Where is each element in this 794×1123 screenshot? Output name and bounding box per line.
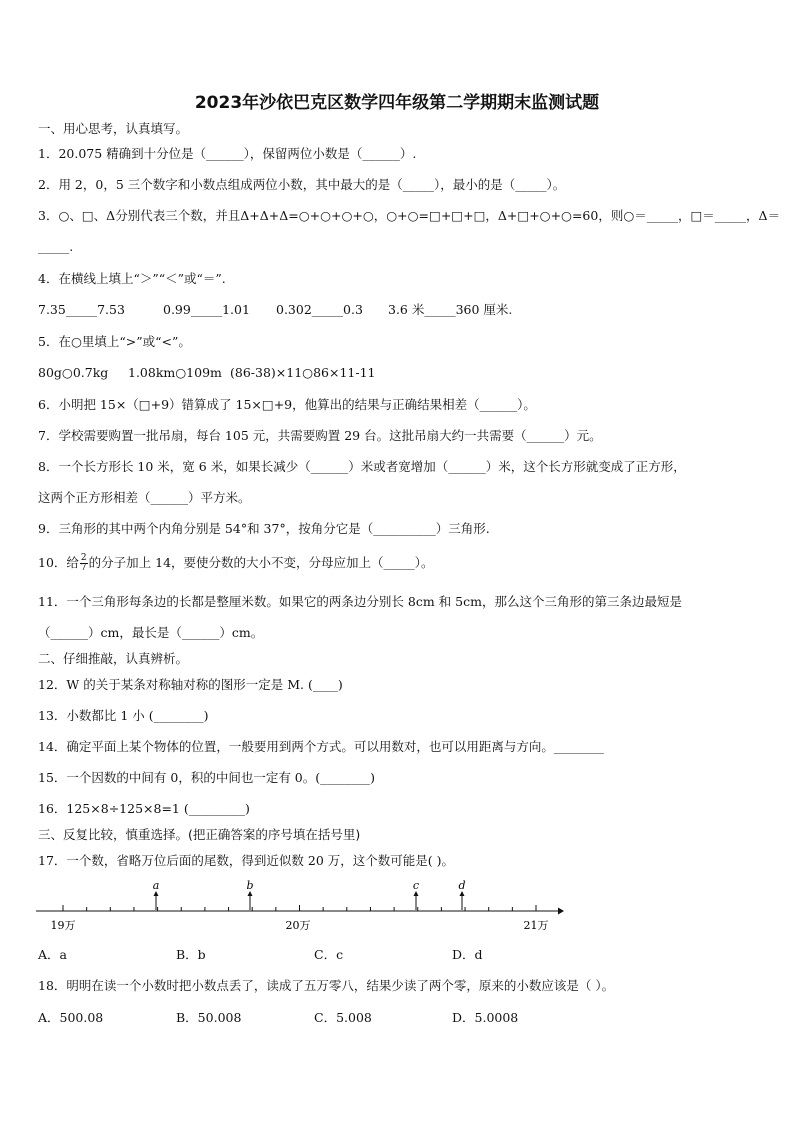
question-14: 14．确定平面上某个物体的位置，一般要用到两个方式。可以用数对，也可以用距离与方向。________ <box>38 739 604 754</box>
question-11-continued: （______）cm，最长是（______）cm。 <box>38 625 264 640</box>
question-7: 7．学校需要购置一批吊扇，每台 105 元，共需要购置 29 台。这批吊扇大约一共需要（______）元。 <box>38 428 602 443</box>
question-15: 15．一个因数的中间有 0，积的中间也一定有 0。(________) <box>38 770 376 785</box>
svg-text:c: c <box>412 879 420 892</box>
question-5: 5．在○里填上“>”或“<”。 <box>38 334 191 349</box>
svg-text:b: b <box>246 879 254 892</box>
axis-label-20wan: 20万 <box>285 919 311 932</box>
question-6: 6．小明把 15×（□+9）错算成了 15×□+9，他算出的结果与正确结果相差（______）。 <box>38 397 536 412</box>
question-11: 11．一个三角形每条边的长都是整厘米数。如果它的两条边分别长 8cm 和 5cm，那么这个三角形的第三条边最短是 <box>38 594 682 609</box>
section-2-heading: 二、仔细推敲，认真辨析。 <box>38 651 189 666</box>
question-17-option-c: C．c <box>314 947 344 962</box>
question-16: 16．125×8÷125×8=1 (_________) <box>38 801 250 816</box>
section-3-heading: 三、反复比较，慎重选择。(把正确答案的序号填在括号里) <box>38 827 361 842</box>
point-b <box>246 879 253 910</box>
section-1-heading: 一、用心思考，认真填写。 <box>38 121 189 136</box>
page-title: 2023年沙依巴克区数学四年级第二学期期末监测试题 <box>194 93 600 113</box>
question-10 <box>38 554 434 573</box>
ticks <box>63 905 536 911</box>
question-18-option-c: C．5.008 <box>314 1010 372 1025</box>
question-17: 17．一个数，省略万位后面的尾数，得到近似数 20 万，这个数可能是( )。 <box>38 853 454 868</box>
question-18-option-b: B．50.008 <box>176 1010 242 1025</box>
fraction-denominator: 7 <box>80 563 87 573</box>
number-line <box>30 876 590 938</box>
question-10-suffix: 的分子加上 14，要使分数的大小不变，分母应加上（_____）。 <box>88 555 434 570</box>
question-9: 9．三角形的其中两个内角分别是 54°和 37°，按角分它是（__________）三角形. <box>38 521 490 536</box>
question-8-continued: 这两个正方形相差（______）平方米。 <box>38 490 251 505</box>
question-18-option-a: A．500.08 <box>38 1010 104 1025</box>
question-18: 18．明明在读一个小数时把小数点丢了，读成了五万零八，结果少读了两个零，原来的小数应该是（ ）。 <box>38 978 615 993</box>
question-10-prefix: 10．给 <box>38 555 79 570</box>
point-d <box>458 879 465 910</box>
question-8: 8．一个长方形长 10 米，宽 6 米，如果长减少（______）米或者宽增加（______）米，这个长方形就变成了正方形， <box>38 459 686 474</box>
question-5-item: 80g○0.7kg <box>38 365 109 380</box>
point-c <box>413 879 419 910</box>
question-17-option-a: A．a <box>38 947 67 962</box>
question-4-item: 0.302_____0.3 <box>276 302 363 317</box>
question-3: 3．○、□、Δ分别代表三个数，并且Δ+Δ+Δ=○+○+○+○，○+○=□+□+□，Δ+□+○+○=60，则○＝_____，□＝_____，Δ＝ <box>38 208 781 223</box>
fraction <box>80 554 88 573</box>
arrow-head <box>558 908 564 915</box>
question-18-option-d: D．5.0008 <box>452 1010 519 1025</box>
question-17-option-d: D．d <box>452 947 483 962</box>
question-4: 4．在横线上填上“＞”“＜”或“＝”. <box>38 271 226 286</box>
question-12: 12．W 的关于某条对称轴对称的图形一定是 M. (____) <box>38 677 343 692</box>
axis-label-21wan: 21万 <box>523 919 549 932</box>
question-3-continued: _____. <box>38 239 74 254</box>
question-5-item: (86-38)×11○86×11-11 <box>230 365 376 380</box>
svg-text:d: d <box>458 879 466 892</box>
svg-text:a: a <box>152 879 160 892</box>
question-2: 2．用 2，0，5 三个数字和小数点组成两位小数，其中最大的是（_____），最小的是（_____）。 <box>38 177 566 192</box>
question-4-item: 0.99_____1.01 <box>163 302 250 317</box>
question-4-item: 7.35_____7.53 <box>38 302 125 317</box>
question-13: 13．小数都比 1 小 (________) <box>38 708 209 723</box>
question-5-item: 1.08km○109m <box>128 365 222 380</box>
point-a <box>153 879 160 910</box>
question-4-item: 3.6 米_____360 厘米. <box>388 302 513 317</box>
question-1: 1．20.075 精确到十分位是（______），保留两位小数是（______）. <box>38 146 417 161</box>
axis-label-19wan: 19万 <box>50 919 76 932</box>
fraction-numerator: 2 <box>80 553 87 563</box>
question-17-option-b: B．b <box>176 947 206 962</box>
